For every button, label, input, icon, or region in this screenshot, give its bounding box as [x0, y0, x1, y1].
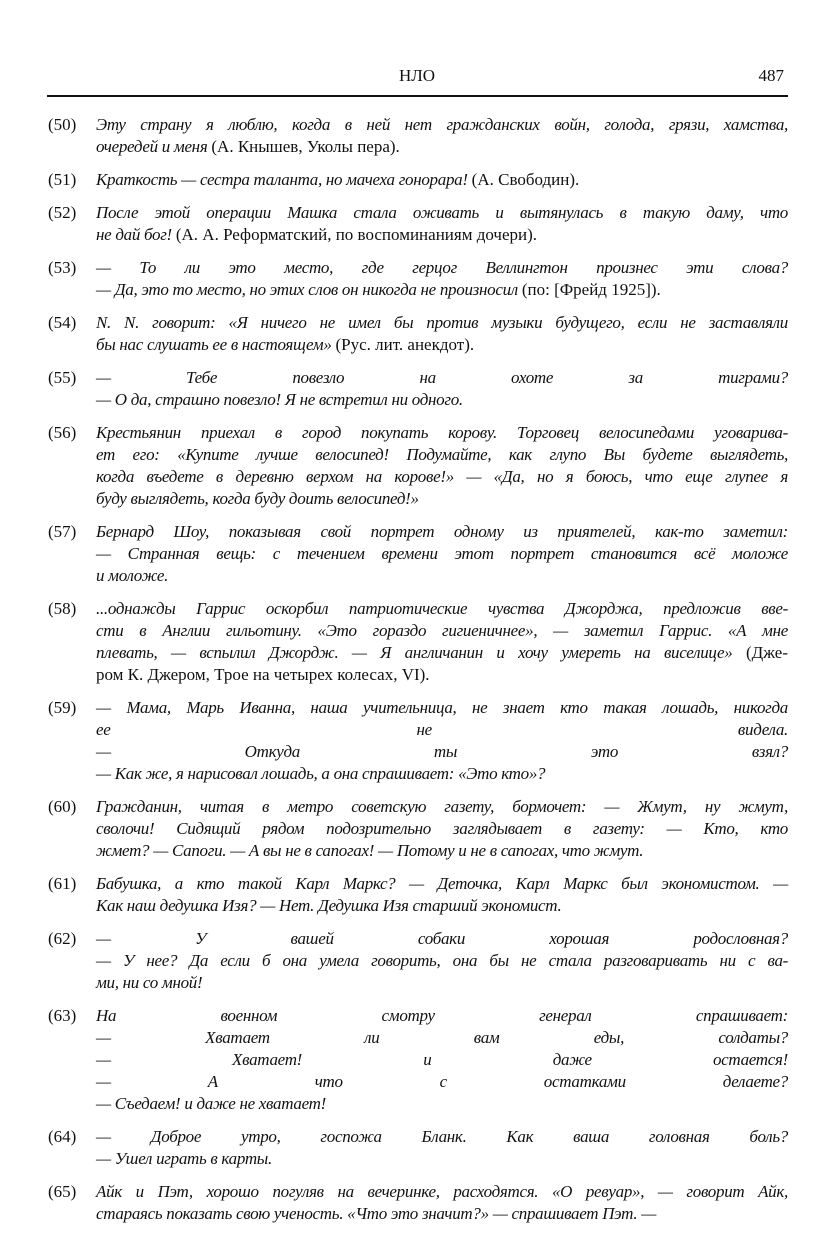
text-line [96, 444, 788, 466]
text-line [96, 1005, 788, 1027]
text-line [96, 664, 788, 686]
quote-text: ми, ни со мной! [96, 973, 203, 992]
text-line [96, 279, 788, 301]
example-entry [48, 169, 788, 191]
example-entry [48, 114, 788, 158]
quote-text: плевать, — вспылил Джордж. — Я англичанин и хочу умереть на виселице» [96, 643, 746, 662]
text-line [96, 389, 788, 411]
quote-text: сти в Англии гильотину. «Это гораздо гигиеничнее», — заметил Гаррис. «А мне [96, 621, 788, 640]
text-line [96, 565, 788, 587]
example-number: (60) [48, 797, 77, 816]
example-entry [48, 928, 788, 994]
example-entry [48, 367, 788, 411]
quote-text: — О да, страшно повезло! Я не встретил ни одного. [96, 390, 463, 409]
example-number: (50) [48, 115, 77, 134]
text-line [96, 312, 788, 334]
example-entry [48, 422, 788, 510]
quote-text: и моложе. [96, 566, 169, 585]
text-line [96, 1126, 788, 1148]
example-number: (52) [48, 203, 77, 222]
text-line [96, 873, 788, 895]
quote-text: Краткость — сестра таланта, но мачеха гонорара! [96, 170, 472, 189]
text-line [96, 818, 788, 840]
text-line [96, 1027, 788, 1049]
example-number: (58) [48, 599, 77, 618]
quote-text: Гражданин, читая в метро советскую газету, бормочет: — Жмут, ну жмут, [96, 797, 788, 816]
quote-text: Как наш дедушка Изя? — Нет. Дедушка Изя старший экономист. [96, 896, 562, 915]
citation-text: (А. Свободин). [471, 170, 580, 189]
quote-text: очередей и меня [96, 137, 212, 156]
quote-text: ет его: «Купите лучше велосипед! Подумайте, как глупо Вы будете выглядеть, [96, 445, 788, 464]
quote-text: — Откуда ты это взял? [96, 742, 788, 761]
quote-text: — Съедаем! и даже не хватает! [96, 1094, 326, 1113]
text-line [96, 422, 788, 444]
citation-text: (Рус. лит. анекдот). [335, 335, 475, 354]
quote-text: жмет? — Сапоги. — А вы не в сапогах! — Потому и не в сапогах, что жмут. [96, 841, 644, 860]
text-line [96, 367, 788, 389]
example-number: (65) [48, 1182, 77, 1201]
quote-text: Крестьянин приехал в город покупать корову. Торговец велосипедами уговарива- [96, 423, 788, 442]
example-number: (64) [48, 1127, 77, 1146]
quote-text: — Хватает! и даже остается! [96, 1050, 788, 1069]
text-line [96, 488, 788, 510]
text-line [96, 719, 788, 741]
text-line [96, 840, 788, 862]
citation-text: (А. А. Реформатский, по воспоминаниям дочери). [175, 225, 538, 244]
quote-text: буду выглядеть, когда буду доить велосипед!» [96, 489, 419, 508]
quote-text: На военном смотру генерал спрашивает: [96, 1006, 788, 1025]
text-line [96, 1093, 788, 1115]
quote-text: — Хватает ли вам еды, солдаты? [96, 1028, 788, 1047]
text-line [96, 1049, 788, 1071]
text-line [96, 114, 788, 136]
example-entry [48, 202, 788, 246]
text-line [96, 521, 788, 543]
page-number: 487 [758, 66, 784, 85]
example-entry [48, 796, 788, 862]
text-line [96, 763, 788, 785]
text-line [96, 543, 788, 565]
text-line [96, 928, 788, 950]
quote-text: — То ли это место, где герцог Веллингтон произнес эти слова? [96, 258, 788, 277]
quote-text: ее не видела. [96, 720, 788, 739]
quote-text: — Да, это то место, но этих слов он никогда не произносил [96, 280, 522, 299]
quote-text: Бабушка, а кто такой Карл Маркс? — Деточка, Карл Маркс был экономистом. — [96, 874, 788, 893]
quote-text: — У нее? Да если б она умела говорить, она бы не стала разговаривать ни с ва- [96, 951, 788, 970]
quote-text: — Как же, я нарисовал лошадь, а она спрашивает: «Это кто»? [96, 764, 546, 783]
quote-text: сволочи! Сидящий рядом подозрительно заглядывает в газету: — Кто, кто [96, 819, 788, 838]
quote-text: бы нас слушать ее в настоящем» [96, 335, 336, 354]
text-line [96, 466, 788, 488]
quote-text: После этой операции Машка стала оживать и вытянулась в такую даму, что [96, 203, 788, 222]
running-header-title: НЛО [398, 66, 436, 85]
citation-text: ром К. Джером, Трое на четырех колесах, VI). [96, 665, 430, 684]
example-number: (57) [48, 522, 77, 541]
text-line [96, 257, 788, 279]
text-line [96, 620, 788, 642]
quote-text: — У вашей собаки хорошая родословная? [96, 929, 788, 948]
example-number: (61) [48, 874, 77, 893]
quote-text: ...однажды Гаррис оскорбил патриотические чувства Джорджа, предложив вве- [96, 599, 788, 618]
text-line [96, 136, 788, 158]
quote-text: когда въедете в деревню верхом на корове!» — «Да, но я боюсь, что еще глупее я [96, 467, 788, 486]
text-line [96, 972, 788, 994]
text-line [96, 334, 788, 356]
example-number: (51) [48, 170, 77, 189]
example-number: (59) [48, 698, 77, 717]
text-line [96, 796, 788, 818]
text-line [96, 895, 788, 917]
citation-text: (Дже- [746, 643, 788, 662]
header-rule [47, 95, 788, 97]
text-line [96, 598, 788, 620]
citation-text: (А. Кнышев, Уколы пера). [211, 137, 400, 156]
example-entry [48, 697, 788, 785]
text-line [96, 1071, 788, 1093]
text-line [96, 169, 788, 191]
quote-text: — Тебе повезло на охоте за тиграми? [96, 368, 788, 387]
quote-text: — Доброе утро, госпожа Бланк. Как ваша головная боль? [96, 1127, 788, 1146]
text-line [96, 1148, 788, 1170]
quote-text: стараясь показать свою ученость. «Что это значит?» — спрашивает Пэт. — [96, 1204, 657, 1223]
quote-text: не дай бог! [96, 225, 176, 244]
page-body [48, 114, 788, 1236]
example-entry [48, 257, 788, 301]
example-entry [48, 873, 788, 917]
example-entry [48, 312, 788, 356]
example-number: (56) [48, 423, 77, 442]
example-number: (63) [48, 1006, 77, 1025]
text-line [96, 1181, 788, 1203]
quote-text: Бернард Шоу, показывая свой портрет одному из приятелей, как-то заметил: [96, 522, 788, 541]
example-number: (62) [48, 929, 77, 948]
quote-text: — А что с остатками делаете? [96, 1072, 788, 1091]
citation-text: (по: [Фрейд 1925]). [521, 280, 661, 299]
example-number: (53) [48, 258, 77, 277]
example-entry [48, 598, 788, 686]
text-line [96, 642, 788, 664]
example-entry [48, 1005, 788, 1115]
example-entry [48, 521, 788, 587]
text-line [96, 202, 788, 224]
text-line [96, 697, 788, 719]
text-line [96, 224, 788, 246]
quote-text: Эту страну я люблю, когда в ней нет гражданских войн, голода, грязи, хамства, [96, 115, 788, 134]
example-number: (55) [48, 368, 77, 387]
example-entry [48, 1126, 788, 1170]
quote-text: N. N. говорит: «Я ничего не имел бы против музыки будущего, если не заставляли [96, 313, 788, 332]
quote-text: — Странная вещь: с течением времени этот портрет становится всё моложе [96, 544, 788, 563]
quote-text: Айк и Пэт, хорошо погуляв на вечеринке, расходятся. «О ревуар», — говорит Айк, [96, 1182, 788, 1201]
quote-text: — Мама, Марь Иванна, наша учительница, не знает кто такая лошадь, никогда [96, 698, 788, 717]
text-line [96, 741, 788, 763]
example-number: (54) [48, 313, 77, 332]
text-line [96, 950, 788, 972]
quote-text: — Ушел играть в карты. [96, 1149, 272, 1168]
text-line [96, 1203, 788, 1225]
example-entry [48, 1181, 788, 1225]
